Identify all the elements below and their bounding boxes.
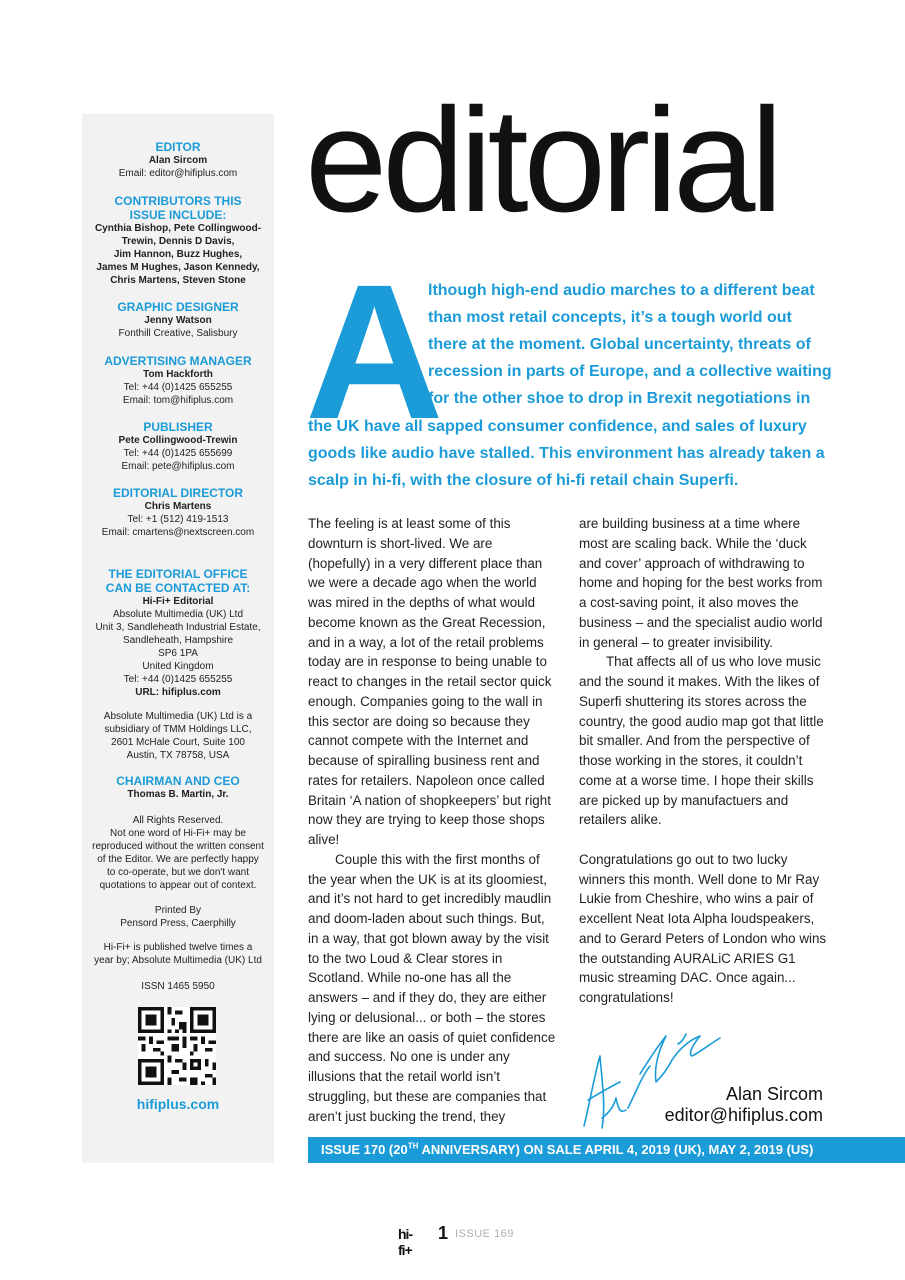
designer-heading: GRAPHIC DESIGNER — [117, 300, 239, 314]
contributors-heading-2: ISSUE INCLUDE: — [129, 208, 227, 222]
office-line: United Kingdom — [142, 661, 214, 672]
hifi-logo: hi-fi+ — [398, 1226, 413, 1258]
subsidiary-line: Absolute Multimedia (UK) Ltd is a — [103, 711, 253, 722]
signature-email[interactable]: editor@hifiplus.com — [664, 1105, 823, 1125]
contributor-line: Jim Hannon, Buzz Hughes, — [113, 249, 243, 260]
publisher-tel: Tel: +44 (0)1425 655699 — [123, 448, 233, 459]
publisher-section — [82, 420, 274, 473]
advertising-email: Email: tom@hifiplus.com — [122, 395, 234, 406]
office-line: Absolute Multimedia (UK) Ltd — [112, 609, 244, 620]
office-heading-2: CAN BE CONTACTED AT: — [105, 581, 251, 595]
contributor-line: Cynthia Bishop, Pete Collingwood- — [94, 223, 262, 234]
issue-label: ISSUE 169 — [455, 1228, 514, 1240]
editorial-director-tel: Tel: +1 (512) 419-1513 — [127, 514, 229, 525]
publisher-heading: PUBLISHER — [143, 420, 213, 434]
contributor-line: Trewin, Dennis D Davis, — [121, 236, 235, 247]
editorial-director-email: Email: cmartens@nextscreen.com — [101, 527, 255, 538]
published-line: Hi-Fi+ is published twelve times a — [103, 942, 253, 953]
lead-line: than most retail concepts, it’s a tough world out — [428, 309, 792, 326]
subsidiary-line: Austin, TX 78758, USA — [126, 750, 230, 761]
drop-cap: A — [305, 244, 444, 459]
issn: ISSN 1465 5950 — [141, 981, 215, 992]
rights-line: of the Editor. We are perfectly happy — [97, 854, 259, 865]
sidebar-website-link[interactable]: hifiplus.com — [136, 1096, 220, 1112]
rights-line: quotations to appear out of context. — [99, 880, 257, 891]
body-paragraph: The feeling is at least some of this downturn is short-lived. We are (hopefully) in a very different place than we were a decade ago when the world was mired in the depths of what would become known as the Great Recession, and in a way, a lot of the retail problems today are in response to being unable to react to changes in the retail sector quick enough. Companies going to the wall in this sector are doing so because they cannot compete with the Internet and because of spiralling business rent and rates for retailers. Napoleon once called Britain ‘A nation of shopkeepers’ but right now they are trying to keep those shops alive! — [308, 516, 552, 847]
lead-line: lthough high-end audio marches to a different beat — [428, 282, 815, 299]
qr-code-icon[interactable] — [138, 1007, 216, 1085]
designer-detail: Fonthill Creative, Salisbury — [118, 328, 238, 339]
rights-line: All Rights Reserved. — [132, 815, 224, 826]
banner-text-end: ANNIVERSARY) ON SALE APRIL 4, 2019 (UK), MAY 2, 2019 (US) — [418, 1142, 814, 1157]
published-line: year by; Absolute Multimedia (UK) Ltd — [94, 955, 262, 966]
office-section — [82, 567, 274, 699]
designer-section — [82, 300, 274, 340]
office-line: Unit 3, Sandleheath Industrial Estate, — [95, 622, 261, 633]
editor-name: Alan Sircom — [148, 155, 208, 166]
rights-section — [82, 814, 274, 892]
chairman-name: Thomas B. Martin, Jr. — [127, 789, 229, 800]
office-url: URL: hifiplus.com — [135, 687, 221, 698]
body-paragraph: are building business at a time where most are scaling back. While the ‘duck and cover’ approach of withdrawing to home and hoping for the best works from a cost-saving point, it also moves the business – and the specialist audio world in general – to greater invisibility. — [579, 516, 823, 650]
subsidiary-line: 2601 McHale Court, Suite 100 — [111, 737, 245, 748]
body-paragraph: Congratulations go out to two lucky winners this month. Well done to Mr Ray Lukie from Cheshire, who wins a pair of excellent Neat Iota Alpha loudspeakers, and to Gerard Peters of London who wins the outstanding AURALiC ARIES G1 music streaming DAC. Once again... congratulations! — [579, 851, 827, 1005]
advertising-tel: Tel: +44 (0)1425 655255 — [123, 382, 233, 393]
contributors-section — [82, 194, 274, 287]
lead-line: recession in parts of Europe, and a collective waiting — [428, 363, 832, 380]
editor-email: Email: editor@hifiplus.com — [118, 168, 238, 179]
lead-line: the UK have all sapped consumer confidence, and sales of luxury — [308, 418, 807, 435]
office-heading-1: THE EDITORIAL OFFICE — [108, 567, 248, 581]
lead-line: goods like audio have stalled. This environment has already taken a — [308, 445, 825, 462]
body-column-1 — [308, 514, 556, 1126]
contributor-line: Chris Martens, Steven Stone — [110, 275, 246, 286]
editorial-director-heading: EDITORIAL DIRECTOR — [112, 486, 243, 500]
signature-name: Alan Sircom — [725, 1084, 823, 1104]
publisher-email: Email: pete@hifiplus.com — [121, 461, 235, 472]
lead-line: there at the moment. Global uncertainty, threats of — [428, 336, 811, 353]
subsidiary-section — [82, 710, 274, 762]
printer-section — [82, 904, 274, 930]
page-title: editorial — [305, 78, 779, 243]
next-issue-banner — [308, 1137, 905, 1163]
published-section — [82, 941, 274, 967]
banner-superscript: TH — [407, 1141, 419, 1151]
body-paragraph: Couple this with the first months of the year when the UK is at its gloomiest, and it’s not hard to get incredibly maudlin and doom-laden about such things. But, in a way, that got blown away by the visit to the two Loud & Clear stores in Scotland. While no-one has all the answers – and if they do, they are either lying or delusional... or both – the stores there are like an oasis of quiet confidence and success. No one is under any illusions that the retail world isn’t struggling, but these are companies that aren’t just bucking the trend, they — [308, 851, 556, 1124]
masthead-sidebar — [82, 114, 274, 1163]
publisher-name: Pete Collingwood-Trewin — [118, 435, 238, 446]
subsidiary-line: subsidiary of TMM Holdings LLC, — [104, 724, 252, 735]
advertising-heading: ADVERTISING MANAGER — [104, 354, 252, 368]
body-column-2 — [579, 514, 827, 1008]
lead-line: scalp in hi-fi, with the closure of hi-fi retail chain Superfi. — [308, 472, 739, 489]
editorial-director-name: Chris Martens — [144, 501, 212, 512]
editor-section — [82, 140, 274, 180]
editor-heading: EDITOR — [155, 140, 201, 154]
rights-line: to co-operate, but we don't want — [107, 867, 249, 878]
office-line: Tel: +44 (0)1425 655255 — [123, 674, 233, 685]
body-paragraph: That affects all of us who love music and the sound it makes. With the likes of Superfi shuttering its stores across the country, the good audio map got that little bit smaller. And from the perspective of those working in the stores, it couldn’t come at a worse time. I hope their skills are picked up by manufactuers and retailers alike. — [579, 654, 824, 828]
rights-line: reproduced without the written consent — [92, 841, 264, 852]
lead-line: for the other shoe to drop in Brexit negotiations in — [428, 390, 811, 407]
contributors-heading-1: CONTRIBUTORS THIS — [114, 194, 242, 208]
printer-line: Printed By — [154, 905, 202, 916]
rights-line: Not one word of Hi-Fi+ may be — [110, 828, 246, 839]
designer-name: Jenny Watson — [144, 315, 212, 326]
page-number: 1 — [438, 1223, 449, 1243]
office-line: Sandleheath, Hampshire — [122, 635, 234, 646]
office-name: Hi-Fi+ Editorial — [142, 596, 214, 607]
editorial-director-section — [82, 486, 274, 539]
advertising-name: Tom Hackforth — [143, 369, 213, 380]
advertising-section — [82, 354, 274, 407]
chairman-heading: CHAIRMAN AND CEO — [116, 774, 240, 788]
office-line: SP6 1PA — [158, 648, 198, 659]
printer-line: Pensord Press, Caerphilly — [120, 918, 236, 929]
chairman-section — [82, 774, 274, 801]
banner-text-start: ISSUE 170 (20 — [321, 1142, 408, 1157]
contributor-line: James M Hughes, Jason Kennedy, — [96, 262, 260, 273]
